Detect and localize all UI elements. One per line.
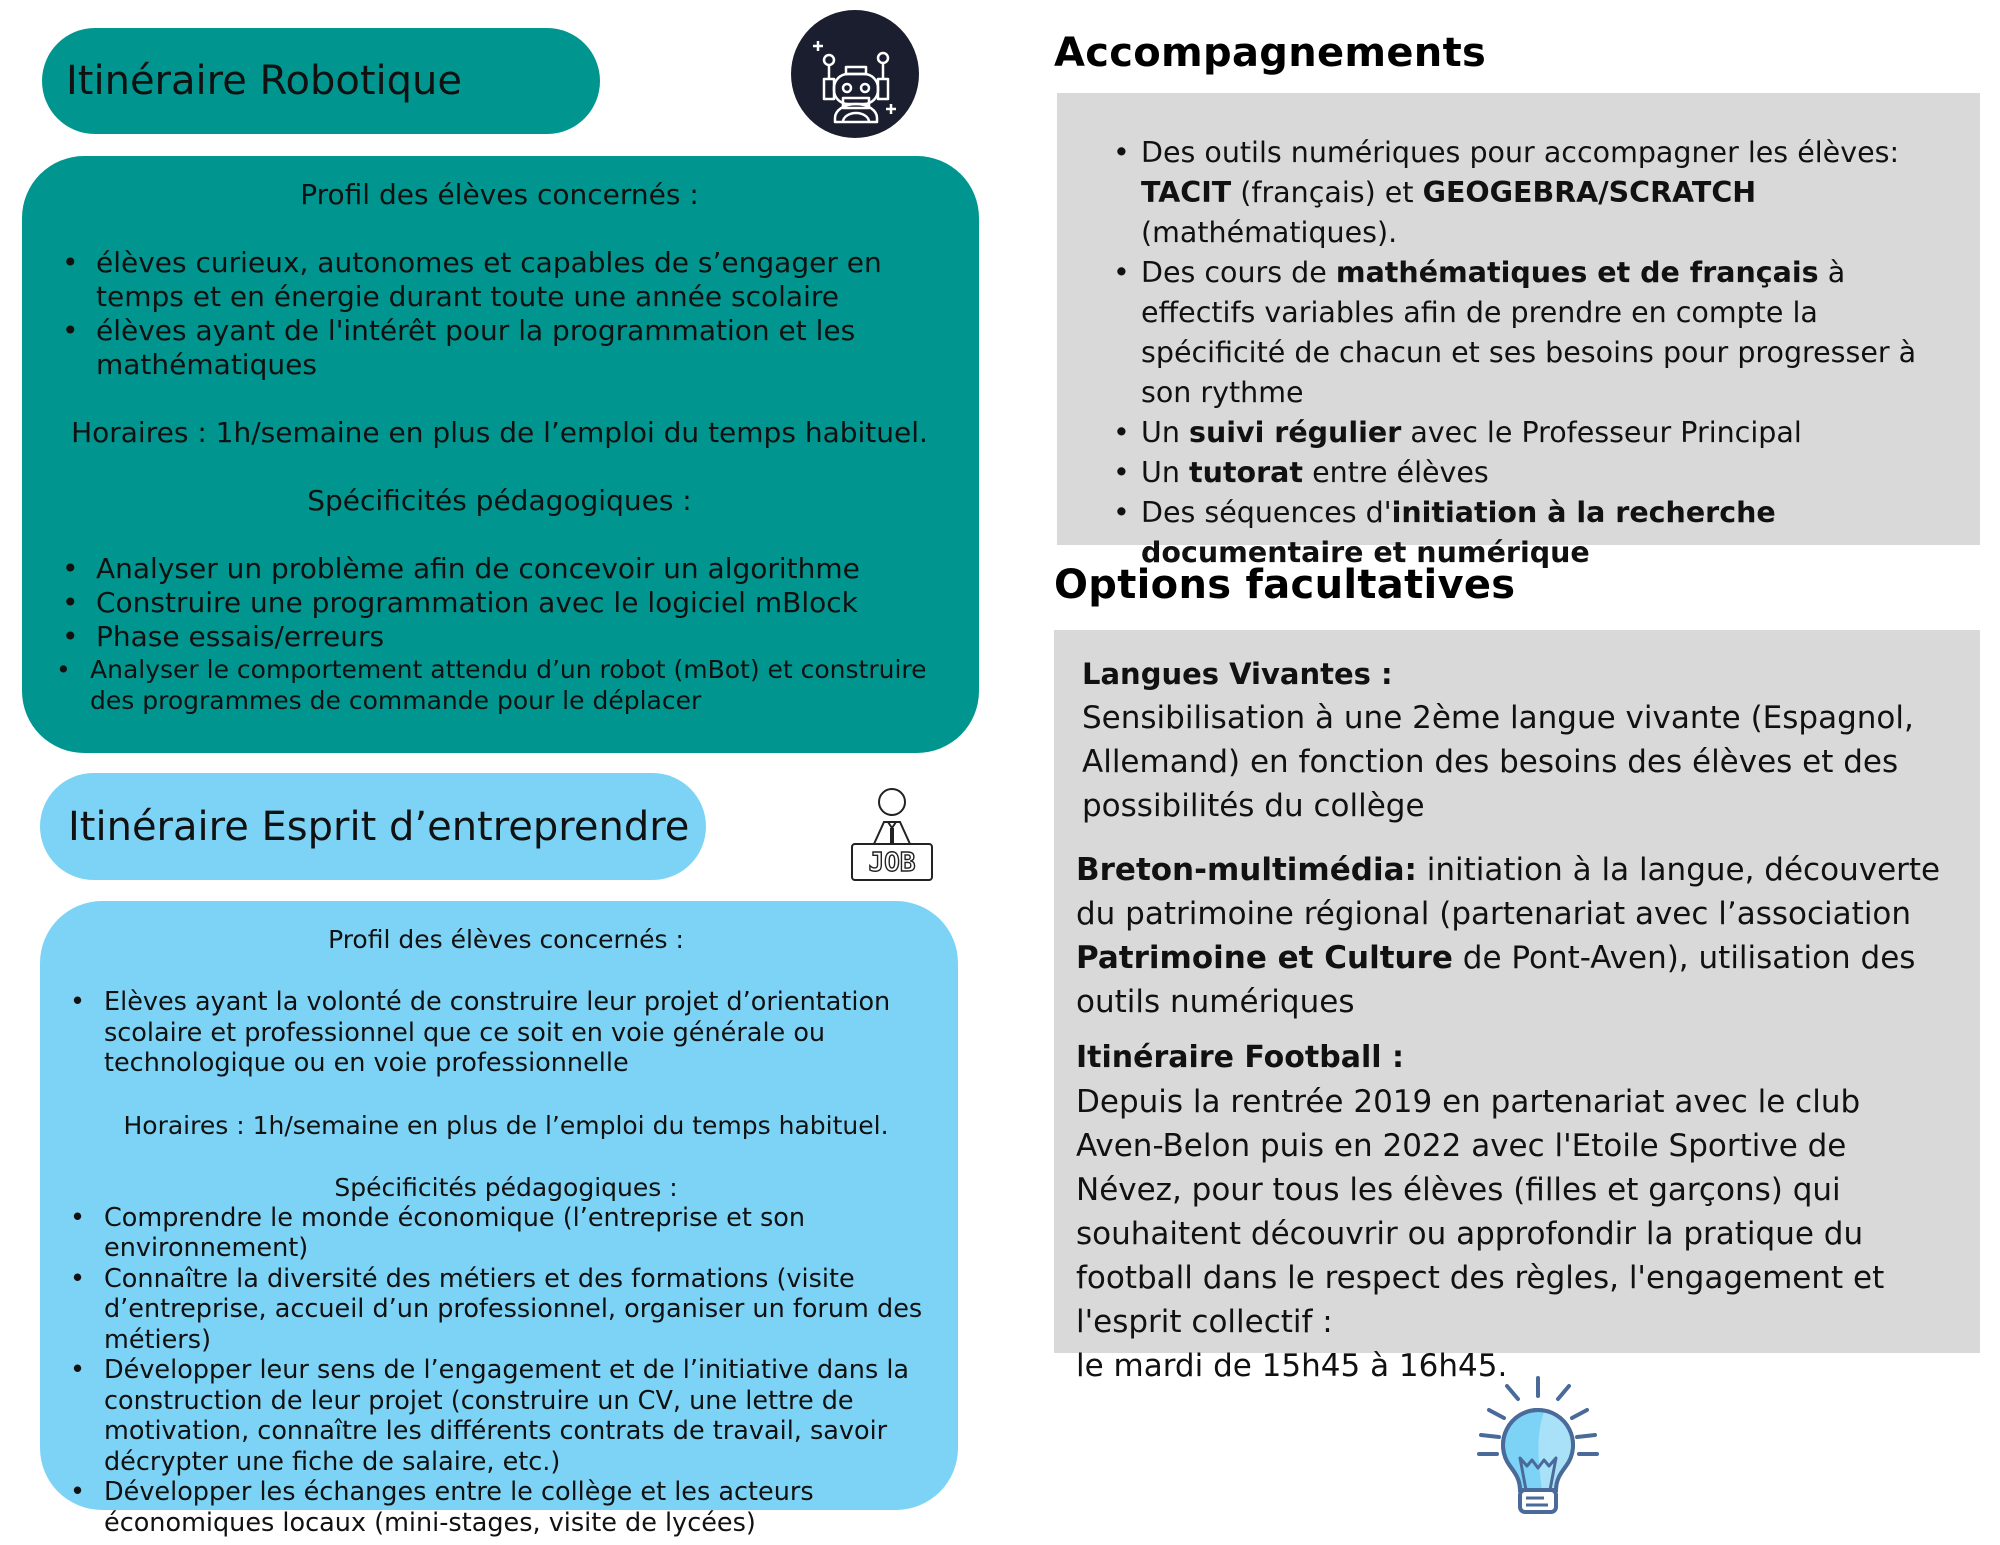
accompagnements-item-bold: mathématiques et de français bbox=[1335, 256, 1819, 289]
lightbulb-icon bbox=[1472, 1370, 1604, 1535]
esprit-content-box bbox=[40, 901, 958, 1538]
accompagnements-panel bbox=[1057, 93, 1980, 569]
robotique-specificites-item: • Analyser le comportement attendu d’un robot (mBot) et construire des programmes de commande pour le déplacer bbox=[90, 654, 939, 716]
esprit-specificites-item: • Développer les échanges entre le collège et les acteurs économiques locaux (mini-stages, visite de lycées) bbox=[104, 1477, 944, 1538]
option-football bbox=[1076, 1036, 1950, 1388]
accompagnements-item-text: Un bbox=[1141, 456, 1189, 489]
esprit-specificites-label: Spécificités pédagogiques : bbox=[334, 1172, 678, 1202]
accompagnements-item bbox=[1141, 453, 1950, 493]
option-breton-text-end: de Pont-Aven), utilisation des outils numériques bbox=[1076, 940, 1916, 1020]
robotique-horaires: Horaires : 1h/semaine en plus de l’emploi du temps habituel. bbox=[71, 416, 928, 449]
accompagnements-item bbox=[1141, 493, 1950, 573]
robotique-title: Itinéraire Robotique bbox=[66, 58, 462, 104]
accompagnements-list bbox=[1085, 133, 1950, 573]
accompagnements-item-bold: TACIT bbox=[1141, 176, 1232, 209]
accompagnements-item bbox=[1141, 413, 1950, 453]
options-heading: Options facultatives bbox=[1054, 562, 1516, 608]
robotique-profil-item: • élèves ayant de l'intérêt pour la programmation et les mathématiques bbox=[96, 314, 939, 382]
accompagnements-item-text: entre élèves bbox=[1303, 456, 1489, 489]
job-icon-text: JOB bbox=[868, 848, 916, 878]
option-langues-text: Sensibilisation à une 2ème langue vivante (Espagnol, Allemand) en fonction des besoins des élèves et des possibilités du collège bbox=[1082, 700, 1914, 824]
option-football-title: Itinéraire Football : bbox=[1076, 1040, 1404, 1075]
robotique-content-box bbox=[22, 156, 979, 753]
accompagnements-item-text: avec le Professeur Principal bbox=[1401, 416, 1802, 449]
option-breton bbox=[1076, 848, 1950, 1024]
accompagnements-item-bold: suivi régulier bbox=[1188, 416, 1402, 449]
accompagnements-item-text: (français) et bbox=[1231, 176, 1423, 209]
option-langues-title: Langues Vivantes : bbox=[1082, 657, 1393, 691]
robotique-specificites-list-last bbox=[54, 654, 939, 716]
robotique-specificites-item: • Phase essais/erreurs bbox=[96, 620, 939, 654]
esprit-title: Itinéraire Esprit d’entreprendre bbox=[68, 803, 690, 850]
robotique-profil-list bbox=[60, 246, 939, 382]
robotique-specificites-label: Spécificités pédagogiques : bbox=[307, 484, 692, 517]
esprit-profil-list bbox=[68, 987, 944, 1079]
option-breton-title: Breton-multimédia: bbox=[1076, 852, 1417, 888]
robotique-profil-label: Profil des élèves concernés : bbox=[300, 178, 699, 211]
accompagnements-item bbox=[1141, 133, 1950, 253]
accompagnements-item-text: Des séquences d' bbox=[1141, 496, 1392, 529]
esprit-specificites-item: • Développer leur sens de l’engagement et de l’initiative dans la construction de leur projet (construire un CV, une lettre de motivation, connaître les différents contrats de travail, savoir décrypter une fiche de salaire, etc.) bbox=[104, 1355, 944, 1477]
robotique-specificites-item: • Analyser un problème afin de concevoir un algorithme bbox=[96, 552, 939, 586]
robotique-specificites-item: • Construire une programmation avec le logiciel mBlock bbox=[96, 586, 939, 620]
esprit-specificites-item: • Connaître la diversité des métiers et des formations (visite d’entreprise, accueil d’un professionnel, organiser un forum des métiers) bbox=[104, 1264, 944, 1356]
accompagnements-item-text: (mathématiques). bbox=[1141, 216, 1398, 249]
accompagnements-item-text: Un bbox=[1141, 416, 1189, 449]
esprit-specificites-item: • Comprendre le monde économique (l’entreprise et son environnement) bbox=[104, 1203, 944, 1264]
accompagnements-item-bold: initiation à la recherche documentaire et numérique bbox=[1141, 496, 1776, 569]
accompagnements-heading: Accompagnements bbox=[1054, 30, 1487, 76]
lightbulb-icon-graphic bbox=[1472, 1370, 1604, 1535]
robotique-title-pill bbox=[42, 28, 600, 134]
esprit-profil-item: • Elèves ayant la volonté de construire leur projet d’orientation scolaire et professionnel que ce soit en voie générale ou technologique ou en voie professionnelle bbox=[104, 987, 944, 1079]
accompagnements-item-text: Des cours de bbox=[1141, 256, 1336, 289]
accompagnements-item-text: à effectifs variables afin de prendre en compte la spécificité de chacun et ses besoins pour progresser à son rythme bbox=[1141, 256, 1917, 409]
robot-icon bbox=[791, 10, 919, 138]
option-breton-text: initiation à la langue, découverte du patrimoine régional (partenariat avec l’association bbox=[1076, 852, 1941, 932]
option-breton-partner: Patrimoine et Culture bbox=[1076, 940, 1453, 976]
options-panel bbox=[1054, 630, 1980, 1384]
robotique-specificites-list bbox=[60, 552, 939, 654]
job-icon-graphic bbox=[846, 784, 938, 884]
esprit-specificites-list bbox=[68, 1203, 944, 1539]
esprit-profil-label: Profil des élèves concernés : bbox=[328, 925, 684, 954]
accompagnements-item bbox=[1141, 253, 1950, 413]
accompagnements-item-bold: tutorat bbox=[1188, 456, 1304, 489]
option-langues-vivantes bbox=[1076, 652, 1950, 828]
robotique-profil-item: • élèves curieux, autonomes et capables de s’engager en temps et en énergie durant toute une année scolaire bbox=[96, 246, 939, 314]
option-football-text: Depuis la rentrée 2019 en partenariat avec le club Aven-Belon puis en 2022 avec l'Etoile Sportive de Névez, pour tous les élèves (filles et garçons) qui souhaitent découvrir ou approfondir la pratique du football dans le respect des règles, l'engagement et l'esprit collectif : bbox=[1076, 1084, 1885, 1340]
job-icon bbox=[846, 784, 938, 884]
accompagnements-item-bold: GEOGEBRA/SCRATCH bbox=[1422, 176, 1757, 209]
option-football-schedule: le mardi de 15h45 à 16h45. bbox=[1076, 1348, 1508, 1384]
robot-icon-graphic bbox=[791, 10, 919, 138]
esprit-horaires: Horaires : 1h/semaine en plus de l’emploi du temps habituel. bbox=[123, 1110, 889, 1140]
esprit-title-pill bbox=[40, 773, 706, 880]
accompagnements-item-text: Des outils numériques pour accompagner les élèves: bbox=[1141, 136, 1900, 169]
